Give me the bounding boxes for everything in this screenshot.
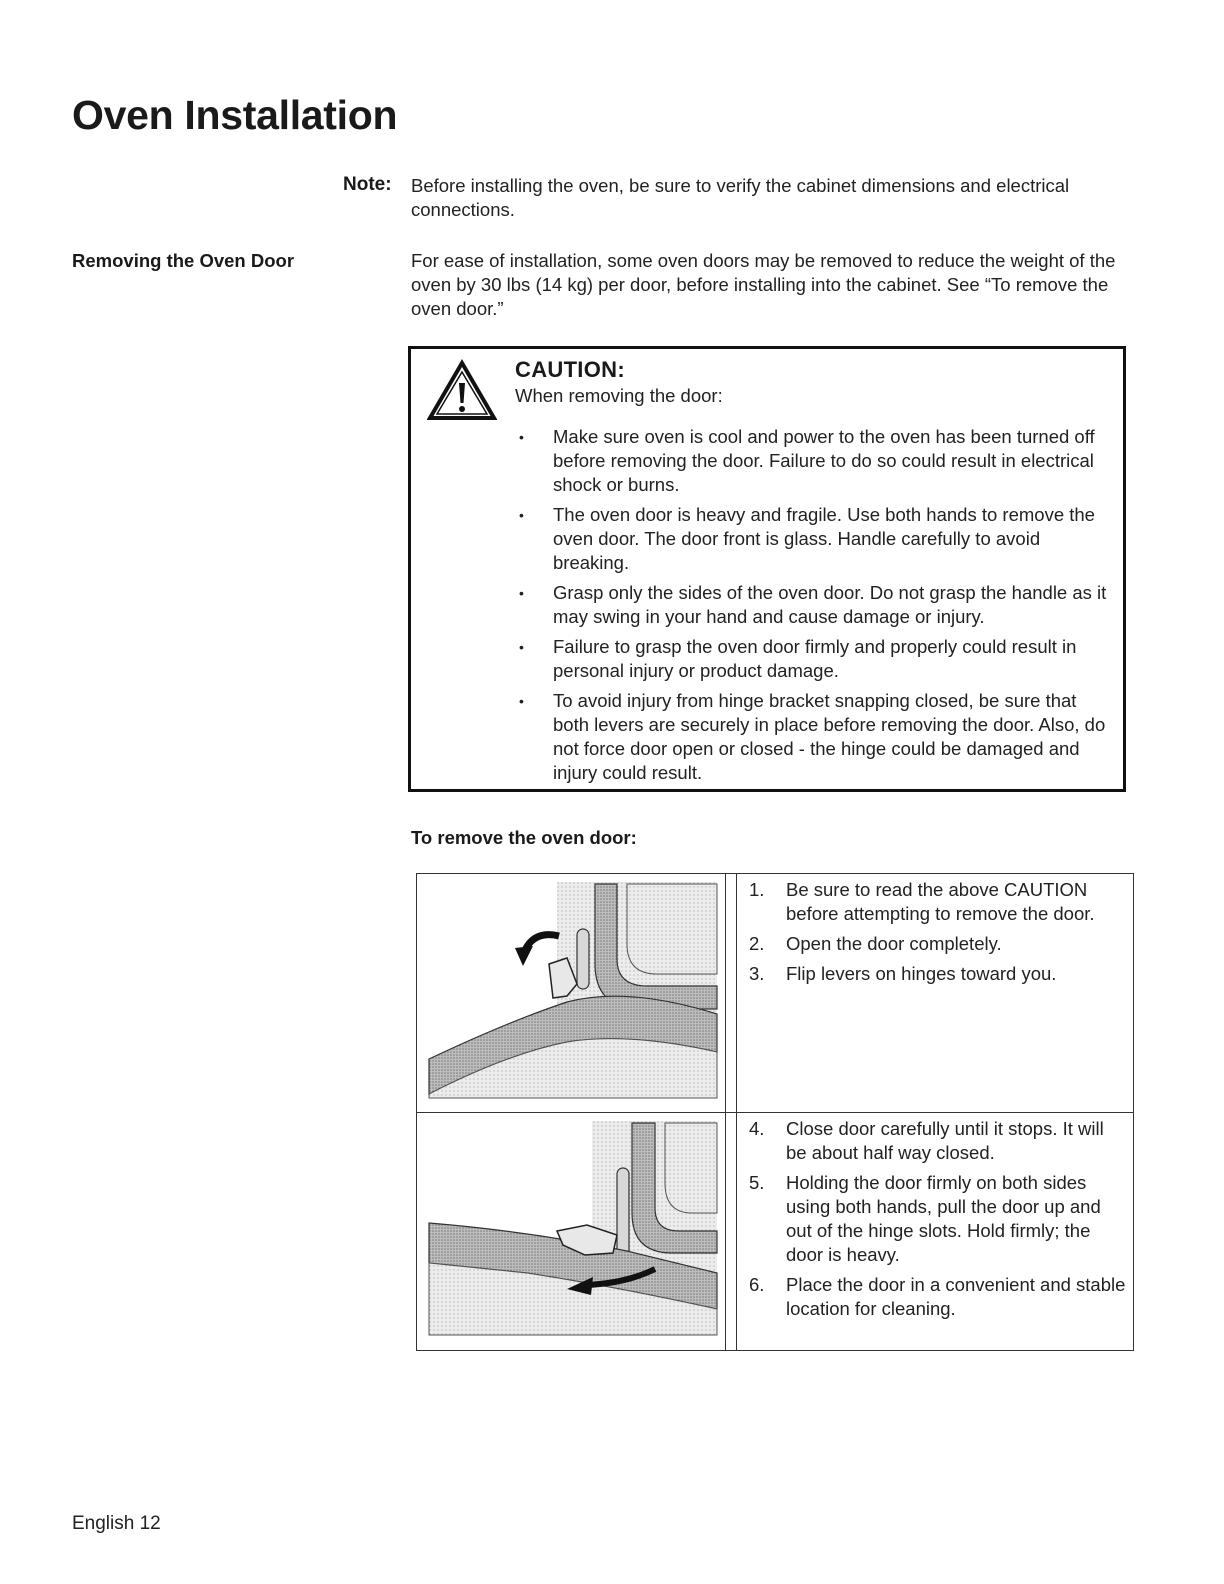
steps-table (416, 873, 1134, 1351)
caution-item-text: Make sure oven is cool and power to the oven has been turned off before removing the door. Failure to do so could result in electrical shock or burns. (553, 426, 1095, 495)
step-text: Holding the door firmly on both sides using both hands, pull the door up and out of the hinge slots. Hold firmly; the door is heavy. (786, 1172, 1101, 1265)
caution-box (408, 346, 1126, 792)
step-text: Be sure to read the above CAUTION before attempting to remove the door. (786, 879, 1095, 924)
caution-item-text: Grasp only the sides of the oven door. Do not grasp the handle as it may swing in your hand and cause damage or injury. (553, 582, 1107, 627)
step-item (747, 932, 1127, 956)
step-text: Flip levers on hinges toward you. (786, 963, 1057, 984)
step-item (747, 1171, 1127, 1267)
note-label: Note: (343, 174, 392, 195)
step-item (747, 1273, 1127, 1321)
caution-item (515, 689, 1115, 785)
step-item (747, 878, 1127, 926)
step-list (747, 1117, 1127, 1327)
bullet: • (519, 429, 524, 445)
step-item (747, 962, 1127, 986)
caution-item-text: To avoid injury from hinge bracket snapping closed, be sure that both levers are securely in place before removing the door. Also, do not force door open or closed - the hinge could be damaged and injury could result. (553, 690, 1106, 783)
caution-item (515, 425, 1115, 497)
procedure-heading: To remove the oven door: (411, 827, 637, 848)
section-intro: For ease of installation, some oven doors may be removed to reduce the weight of the oven by 30 lbs (14 kg) per door, before installing into the cabinet. See “To remove the oven door.” (411, 250, 1116, 319)
bullet: • (519, 585, 524, 601)
illustration-cell (417, 1113, 726, 1350)
step-number: 5. (749, 1172, 765, 1193)
caution-item (515, 503, 1115, 575)
note-text: Before installing the oven, be sure to verify the cabinet dimensions and electrical connections. (411, 175, 1070, 220)
step-number: 1. (749, 879, 765, 900)
illustration-cell (417, 874, 726, 1112)
step-text: Open the door completely. (786, 933, 1002, 954)
bullet: • (519, 639, 524, 655)
step-number: 6. (749, 1274, 765, 1295)
caution-item (515, 581, 1115, 629)
bullet: • (519, 507, 524, 523)
caution-item (515, 635, 1115, 683)
table-spacer (726, 1113, 737, 1350)
caution-subtitle: When removing the door: (515, 385, 723, 406)
door-lift-out-illustration (417, 1113, 726, 1350)
caution-item-text: Failure to grasp the oven door firmly and properly could result in personal injury or product damage. (553, 636, 1077, 681)
step-number: 2. (749, 933, 765, 954)
bullet: • (519, 693, 524, 709)
step-number: 4. (749, 1118, 765, 1139)
table-spacer (726, 874, 737, 1112)
caution-title: CAUTION: (515, 357, 625, 382)
hinge-lever-flip-illustration (417, 874, 726, 1112)
step-text: Close door carefully until it stops. It will be about half way closed. (786, 1118, 1104, 1163)
page-footer: English 12 (72, 1513, 161, 1534)
step-number: 3. (749, 963, 765, 984)
warning-triangle-icon (427, 359, 497, 421)
step-item (747, 1117, 1127, 1165)
caution-list (515, 425, 1115, 791)
step-list (747, 878, 1127, 992)
page-title: Oven Installation (72, 92, 398, 138)
caution-item-text: The oven door is heavy and fragile. Use both hands to remove the oven door. The door front is glass. Handle carefully to avoid breaking. (553, 504, 1095, 573)
section-heading: Removing the Oven Door (72, 250, 295, 271)
step-text: Place the door in a convenient and stable location for cleaning. (786, 1274, 1126, 1319)
